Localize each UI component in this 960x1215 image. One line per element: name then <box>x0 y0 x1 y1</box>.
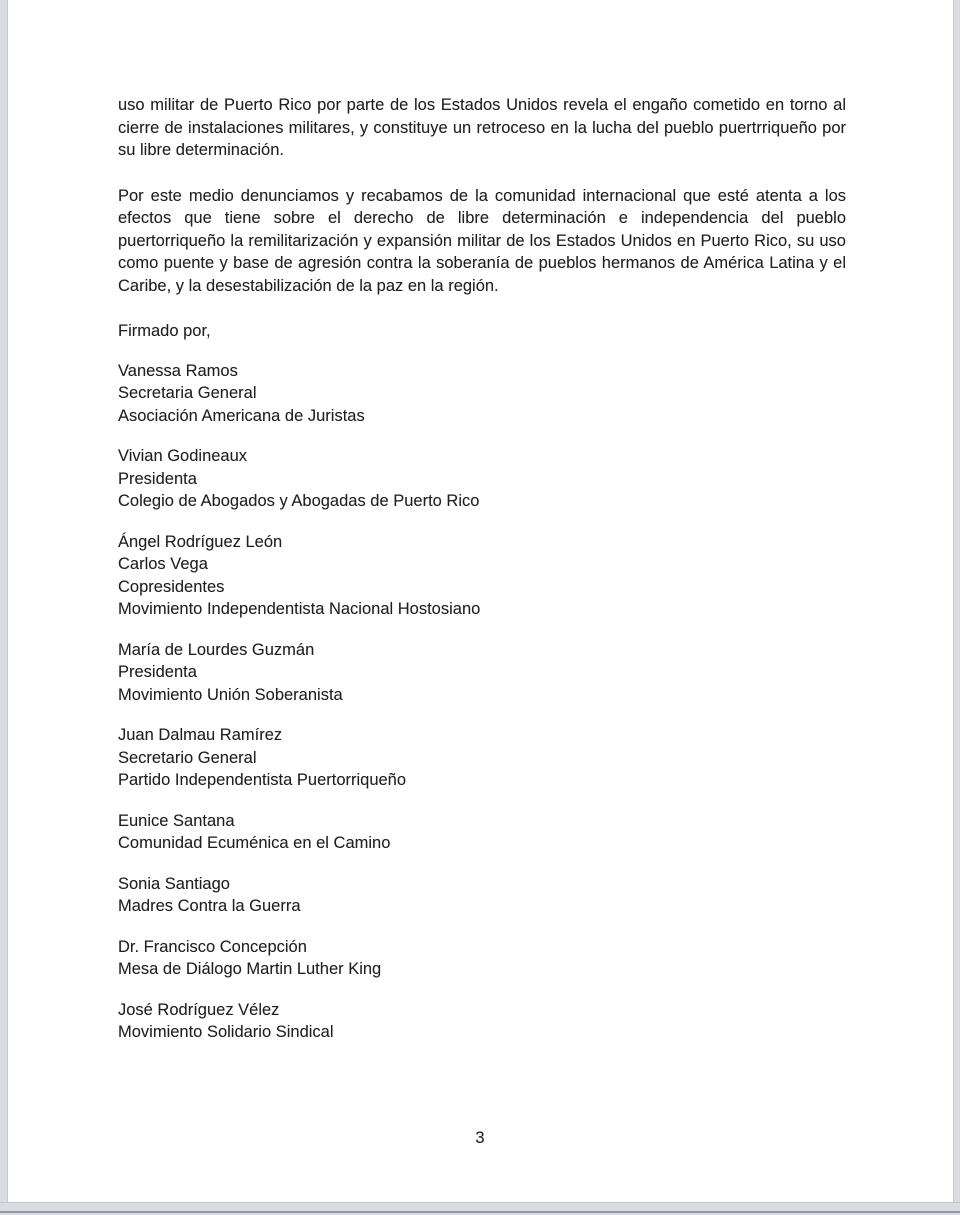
signatory-organization: Madres Contra la Guerra <box>118 897 301 915</box>
page-edge-left <box>0 0 8 1215</box>
signatory-name: Vivian Godineaux <box>118 447 248 465</box>
signatory-name: Juan Dalmau Ramírez <box>118 726 283 744</box>
signatory-name: Sonia Santiago <box>118 874 230 893</box>
signatory-organization: Movimiento Unión Soberanista <box>118 685 343 704</box>
signatory-organization: Comunidad Ecuménica en el Camino <box>118 834 391 852</box>
signatory-block <box>118 639 846 707</box>
signatory-name: Ángel Rodríguez León <box>118 532 283 551</box>
signatory-organization: Mesa de Diálogo Martin Luther King <box>118 960 382 978</box>
page-content <box>118 0 846 1062</box>
signatory-name: María de Lourdes Guzmán <box>118 640 315 659</box>
signatory-block <box>118 360 846 428</box>
page-number: 3 <box>475 1129 485 1147</box>
body-paragraph-1: uso militar de Puerto Rico por parte de los Estados Unidos revela el engaño cometido en torno al cierre de instalaciones militares, y constituye un retroceso en la lucha del pueblo puertrriqueño por su libre determinación. <box>118 96 846 159</box>
signatory-role: Copresidentes <box>118 577 225 596</box>
signatory-organization: Movimiento Solidario Sindical <box>118 1023 334 1041</box>
signatory-organization: Asociación Americana de Juristas <box>118 406 365 425</box>
signatory-name: Eunice Santana <box>118 811 235 830</box>
signatory-block <box>118 999 846 1044</box>
signed-by-label: Firmado por, <box>118 322 211 340</box>
signatory-block <box>118 810 846 855</box>
signatory-organization: Partido Independentista Puertorriqueño <box>118 771 407 789</box>
page-edge-right <box>953 0 960 1215</box>
signatory-organization: Movimiento Independentista Nacional Hostosiano <box>118 600 481 618</box>
signatory-block <box>118 936 846 981</box>
signatory-block <box>118 531 846 621</box>
signatory-organization: Colegio de Abogados y Abogadas de Puerto Rico <box>118 492 480 510</box>
page-edge-shadow-line <box>0 1211 960 1213</box>
page-edge-bottom <box>0 1202 960 1215</box>
signatory-name: Vanessa Ramos <box>118 361 238 380</box>
signatory-name: Dr. Francisco Concepción <box>118 937 307 956</box>
signatory-name: José Rodríguez Vélez <box>118 1000 280 1019</box>
signatory-role: Presidenta <box>118 663 197 681</box>
signatory-block <box>118 724 846 792</box>
signatory-block <box>118 445 846 513</box>
signatory-role: Secretario General <box>118 748 257 767</box>
signatory-role: Presidenta <box>118 469 197 488</box>
body-paragraph-2: Por este medio denunciamos y recabamos de la comunidad internacional que esté atenta a los efectos que tiene sobre el derecho de libre determinación e independencia del pueblo puertorriqueño la remilitarización y expansión militar de los Estados Unidos en Puerto Rico, su uso como puente y base de agresión contra la soberanía de pueblos hermanos de América Latina y el Caribe, y la desestabilización de la paz en la región. <box>118 186 846 295</box>
signatory-role: Secretaria General <box>118 384 257 402</box>
signatory-name: Carlos Vega <box>118 555 208 573</box>
signatory-block <box>118 873 846 918</box>
